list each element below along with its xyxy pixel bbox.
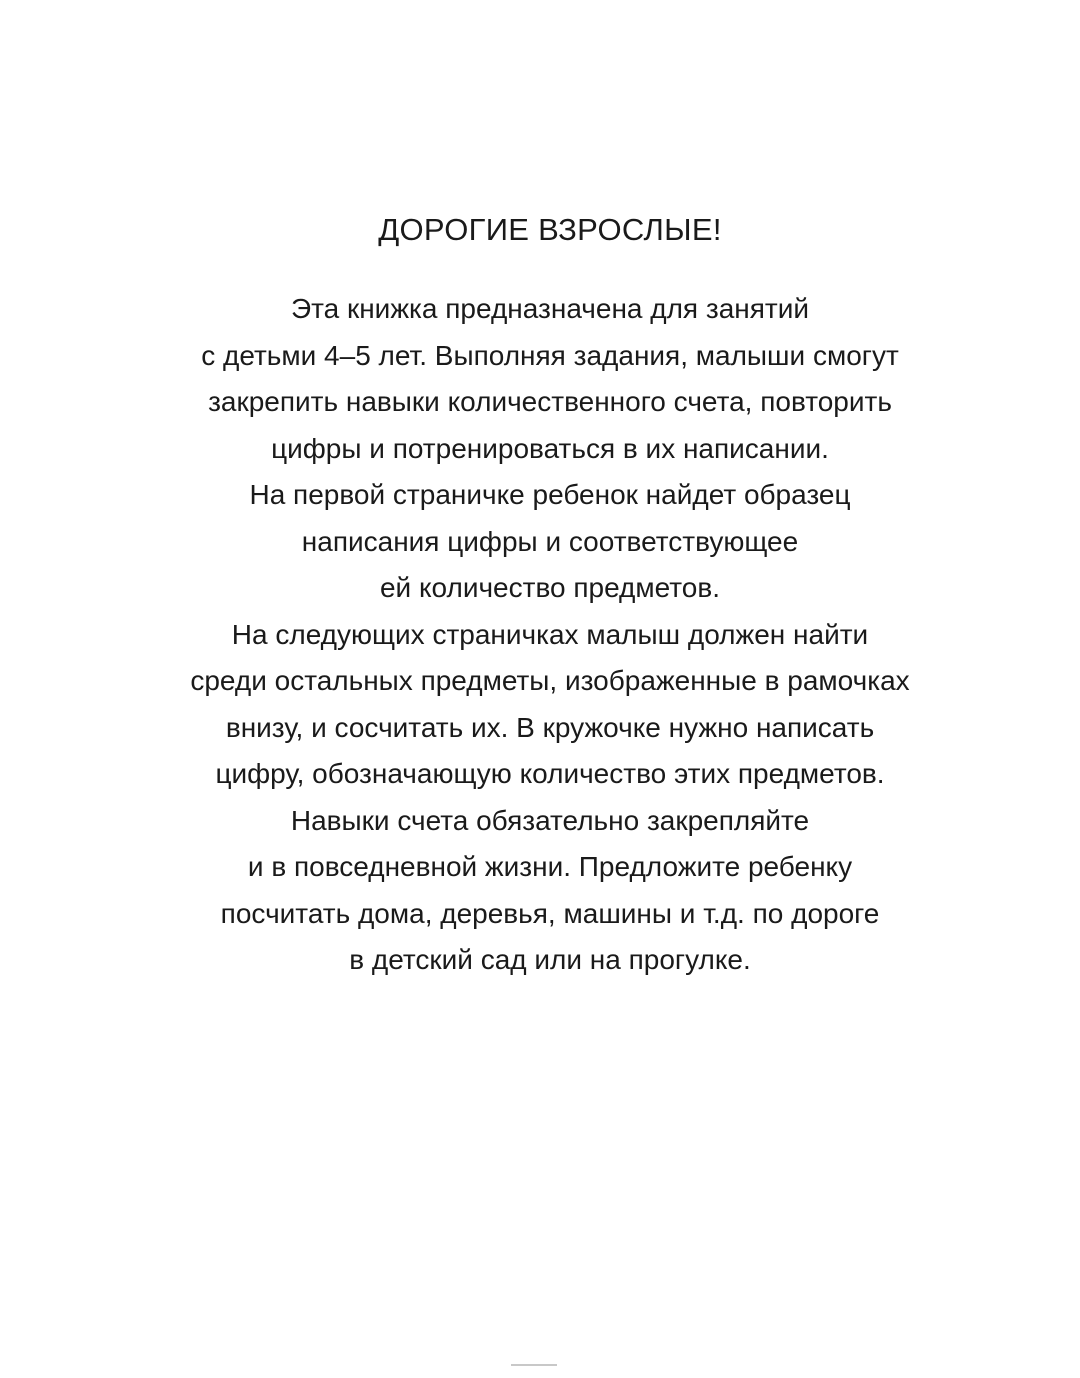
text-line: Эта книжка предназначена для занятий [290,293,810,324]
text-line: внизу, и сосчитать их. В кружочке нужно написать [225,711,875,743]
text-line: среди остальных предметы, изображенные в рамочках [190,665,910,696]
text-line: цифру, обозначающую количество этих предметов. [215,758,885,789]
text-line: закрепить навыки количественного счета, повторить [208,386,892,417]
text-line: и в повседневной жизни. Предложите ребенку [247,851,853,882]
text-line: с детьми 4–5 лет. Выполняя задания, малыши смогут [201,339,899,371]
page-heading: ДОРОГИЕ ВЗРОСЛЫЕ! [378,212,722,247]
text-line: в детский сад или на прогулке. [349,944,751,975]
text-line: На следующих страничках малыш должен найти [231,618,869,650]
text-line: Навыки счета обязательно закрепляйте [290,804,810,836]
text-line: написания цифры и соответствующее [301,525,799,557]
text-line: На первой страничке ребенок найдет образец [249,479,851,510]
scan-mark [511,1364,557,1366]
body-text [0,286,1080,984]
text-line: ей количество предметов. [379,572,721,603]
text-line: посчитать дома, деревья, машины и т.д. по дороге [220,897,880,929]
text-line: цифры и потренироваться в их написании. [271,432,829,464]
